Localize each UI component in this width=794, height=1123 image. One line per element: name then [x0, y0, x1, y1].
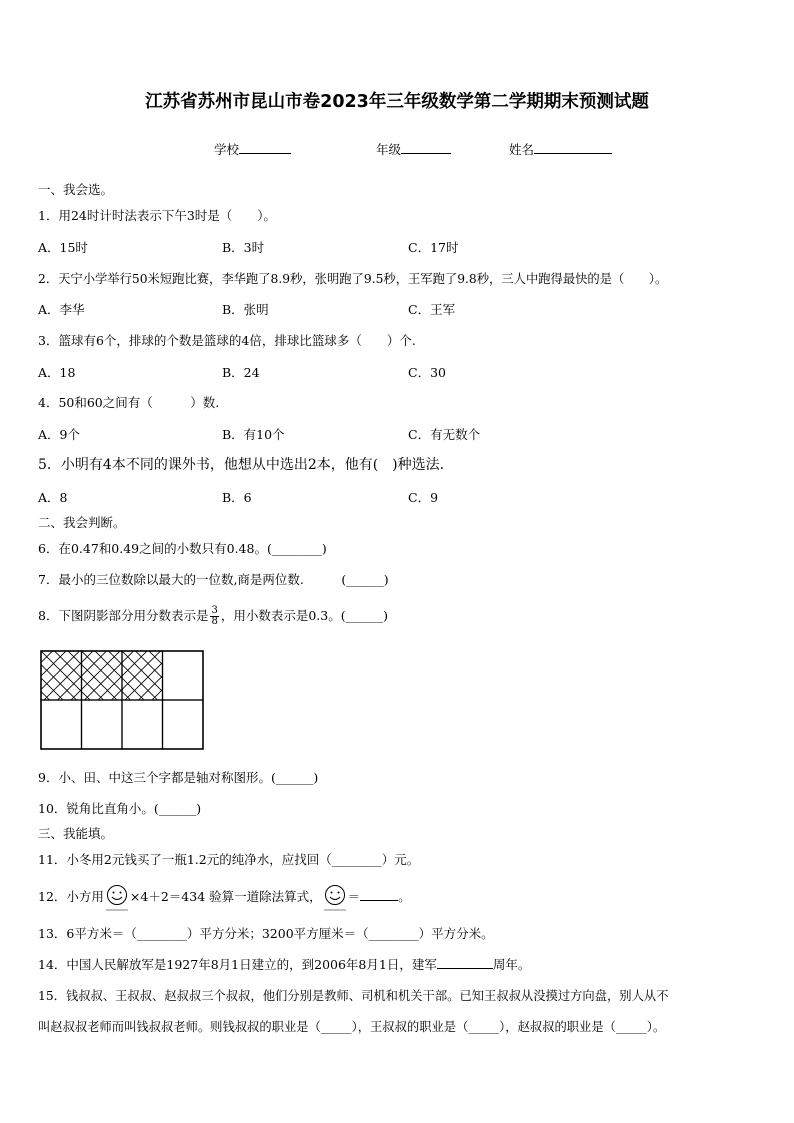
school-label: 学校 [214, 142, 240, 157]
q8-prefix: 8．下图阴影部分用分数表示是 [38, 608, 209, 623]
q12-prefix: 12．小方用 [38, 889, 104, 904]
question-3: 3．篮球有6个，排球的个数是篮球的4倍，排球比篮球多（ ）个. [38, 333, 416, 348]
q5-option-b[interactable]: B．6 [222, 490, 252, 505]
q3-option-c[interactable]: C．30 [408, 365, 446, 380]
q5-option-c[interactable]: C．9 [408, 490, 439, 505]
grid-cells [41, 651, 203, 749]
shaded-cell [82, 651, 123, 700]
q12-middle: ×4＋2＝434 验算一道除法算式， [129, 889, 322, 904]
section-1-heading: 一、我会选。 [38, 182, 114, 197]
q12-answer-blank[interactable] [360, 889, 398, 901]
question-12 [38, 882, 411, 912]
q5-option-a[interactable]: A．8 [38, 490, 68, 505]
question-11: 11．小冬用2元钱买了一瓶1.2元的纯净水，应找回（________）元。 [38, 852, 420, 867]
question-6: 6．在0.47和0.49之间的小数只有0.48。(________) [38, 541, 327, 556]
q2-option-b[interactable]: B．张明 [222, 302, 269, 317]
grade-blank[interactable] [401, 141, 451, 154]
q4-option-c[interactable]: C．有无数个 [408, 427, 481, 442]
grid-cell [163, 651, 204, 700]
name-label: 姓名 [509, 142, 535, 157]
fraction-numerator: 3 [211, 605, 218, 616]
q3-option-b[interactable]: B．24 [222, 365, 260, 380]
q8-suffix: ，用小数表示是0.3。(______) [220, 608, 388, 623]
grid-cell [163, 700, 204, 749]
question-4: 4．50和60之间有（ ）数. [38, 395, 220, 410]
q4-option-b[interactable]: B．有10个 [222, 427, 285, 442]
grid-cell [82, 700, 123, 749]
shaded-cell [122, 651, 163, 700]
smiley-face-icon [106, 884, 128, 912]
q1-option-c[interactable]: C．17时 [408, 240, 459, 255]
shaded-grid-figure [40, 650, 204, 750]
question-15-line-1: 15．钱叔叔、王叔叔、赵叔叔三个叔叔，他们分别是教师、司机和机关干部。已知王叔叔从没摸过方向盘，别人从不 [38, 989, 669, 1003]
fraction-denominator: 8 [211, 616, 218, 627]
shaded-cell [41, 651, 82, 700]
q3-option-a[interactable]: A．18 [38, 365, 76, 380]
fraction [210, 606, 218, 627]
section-2-heading: 二、我会判断。 [38, 515, 126, 530]
school-field [214, 140, 291, 158]
q12-equals: ＝ [347, 889, 361, 904]
smiley-face-icon [324, 884, 346, 912]
question-13: 13．6平方米＝（________）平方分米；3200平方厘米＝（________）平方分米。 [38, 926, 494, 941]
question-1: 1．用24时计时法表示下午3时是（ ）。 [38, 208, 277, 223]
question-5: 5．小明有4本不同的课外书，他想从中选出2本，他有( )种选法. [38, 457, 445, 473]
name-field [509, 140, 612, 158]
q2-option-c[interactable]: C．王军 [408, 302, 456, 317]
q14-answer-blank[interactable] [437, 957, 493, 969]
q4-option-a[interactable]: A．9个 [38, 427, 80, 442]
grid-cell [41, 700, 82, 749]
q2-option-a[interactable]: A．李华 [38, 302, 85, 317]
page-title: 江苏省苏州市昆山市卷2023年三年级数学第二学期期末预测试题 [145, 92, 649, 112]
q14-prefix: 14．中国人民解放军是1927年8月1日建立的，到2006年8月1日，建军 [38, 957, 437, 972]
school-blank[interactable] [239, 141, 291, 154]
q12-end: 。 [398, 889, 411, 904]
grid-cell [122, 700, 163, 749]
question-15-line-2: 叫赵叔叔老师而叫钱叔叔老师。则钱叔叔的职业是（_____），王叔叔的职业是（_____），赵叔叔的职业是（_____）。 [38, 1020, 666, 1034]
q1-option-a[interactable]: A．15时 [38, 240, 88, 255]
grade-field [376, 140, 451, 158]
question-10: 10．锐角比直角小。(______) [38, 801, 202, 816]
question-2: 2．天宁小学举行50米短跑比赛，李华跑了8.9秒，张明跑了9.5秒，王军跑了9.8秒，三人中跑得最快的是（ ）。 [38, 272, 668, 286]
q14-suffix: 周年。 [492, 957, 531, 972]
question-9: 9．小、田、中这三个字都是轴对称图形。(______) [38, 770, 319, 785]
question-7: 7．最小的三位数除以最大的一位数,商是两位数. (______) [38, 572, 389, 587]
question-8 [38, 602, 388, 630]
grade-label: 年级 [376, 142, 402, 157]
question-14 [38, 957, 530, 973]
name-blank[interactable] [534, 141, 612, 154]
q1-option-b[interactable]: B．3时 [222, 240, 265, 255]
section-3-heading: 三、我能填。 [38, 826, 114, 841]
